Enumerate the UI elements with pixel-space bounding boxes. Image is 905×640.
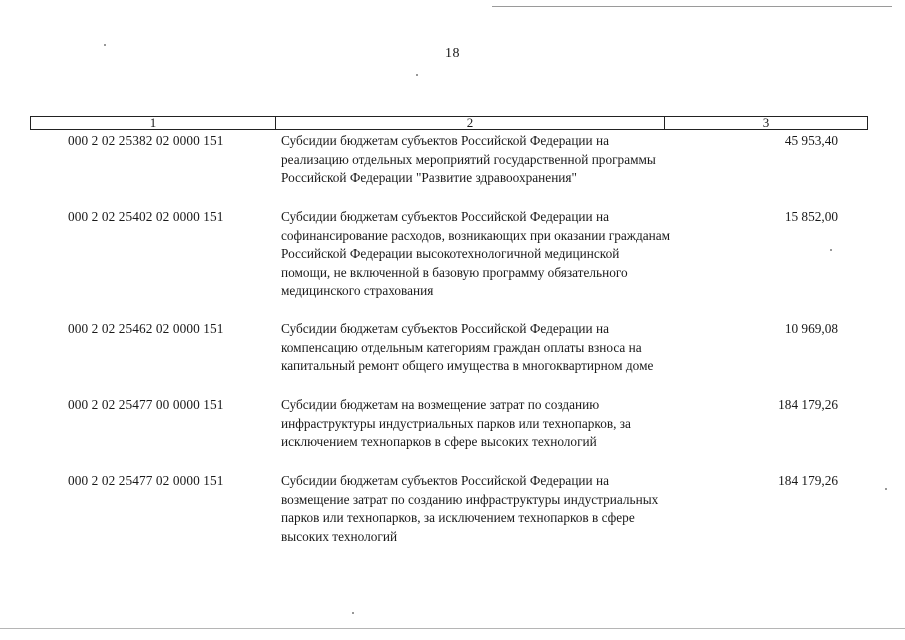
row-amount: 15 852,00 bbox=[784, 209, 838, 224]
row-description: Субсидии бюджетам субъектов Российской Федерации на компенсацию отдельным категориям граждан оплаты взноса на капитальный ремонт общего имущества в многоквартирном доме bbox=[281, 321, 654, 374]
row-amount: 184 179,26 bbox=[778, 397, 838, 412]
row-code: 000 2 02 25477 02 0000 151 bbox=[68, 473, 224, 488]
page-number: 18 bbox=[445, 46, 460, 61]
scan-speck bbox=[885, 488, 887, 490]
scan-speck bbox=[830, 249, 832, 251]
scan-speck bbox=[416, 74, 418, 76]
scan-edge-bottom bbox=[0, 628, 905, 629]
row-description: Субсидии бюджетам субъектов Российской Федерации на реализацию отдельных мероприятий государственной программы Российской Федерации "Развитие здравоохранения" bbox=[281, 133, 656, 186]
row-amount: 45 953,40 bbox=[784, 133, 838, 148]
header-column-3: 3 bbox=[762, 115, 770, 130]
header-column-1: 1 bbox=[31, 117, 276, 129]
scan-edge-top bbox=[492, 6, 892, 7]
header-column-2: 2 bbox=[276, 117, 665, 129]
row-description: Субсидии бюджетам субъектов Российской Федерации на возмещение затрат по созданию инфраструктуры индустриальных парков или технопарков, за исключением технопарков в сфере высоких технологий bbox=[281, 473, 659, 544]
row-code: 000 2 02 25402 02 0000 151 bbox=[68, 209, 224, 224]
row-code: 000 2 02 25462 02 0000 151 bbox=[68, 321, 224, 336]
row-amount: 184 179,26 bbox=[778, 473, 838, 488]
row-description: Субсидии бюджетам субъектов Российской Федерации на софинансирование расходов, возникающих при оказании гражданам Российской Федерации высокотехнологичной медицинской помощи, не включенной в базовую программу обязательного медицинского страхования bbox=[281, 209, 671, 299]
table-header bbox=[30, 116, 868, 130]
row-code: 000 2 02 25382 02 0000 151 bbox=[68, 133, 224, 148]
row-code: 000 2 02 25477 00 0000 151 bbox=[68, 397, 224, 412]
row-amount: 10 969,08 bbox=[784, 321, 838, 336]
scan-speck bbox=[352, 612, 354, 614]
row-description: Субсидии бюджетам на возмещение затрат по созданию инфраструктуры индустриальных парков или технопарков, за исключением технопарков в сфере высоких технологий bbox=[281, 397, 631, 450]
